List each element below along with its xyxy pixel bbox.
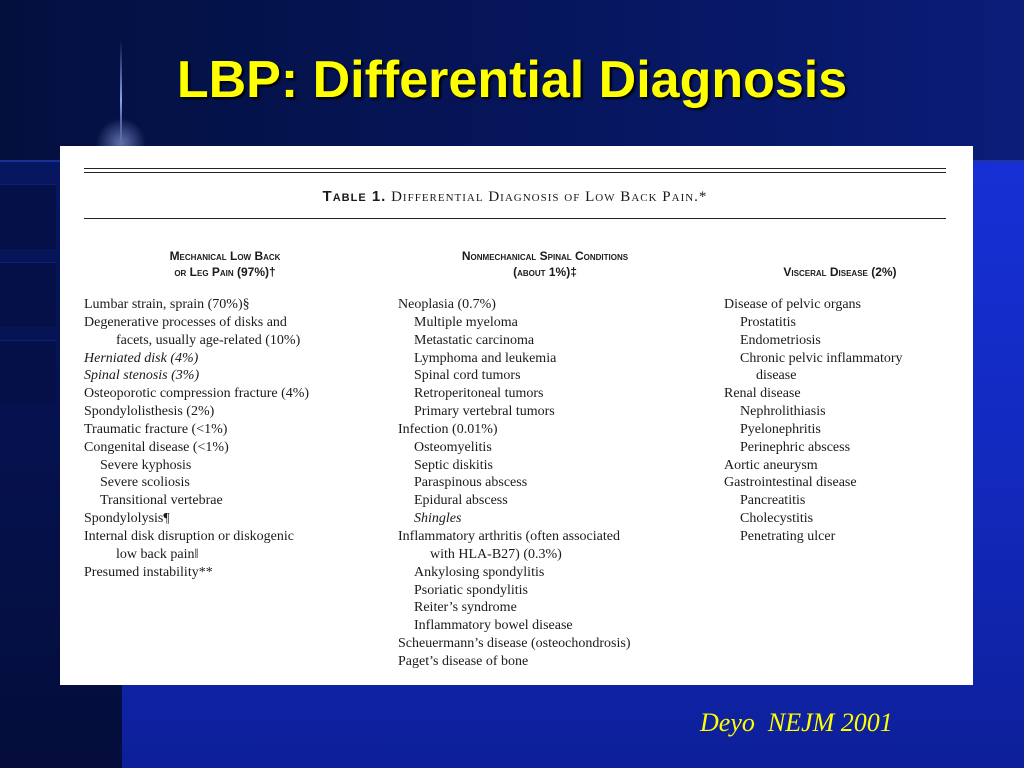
table-entry: Prostatitis [740,314,797,330]
table-entry: Gastrointestinal disease [724,475,857,491]
table-entry: Metastatic carcinoma [414,332,535,348]
table-entry: Perinephric abscess [740,439,851,455]
table-caption-rule [84,218,946,219]
table-entry: Congenital disease (<1%) [84,439,229,455]
table-entry: Pancreatitis [740,493,806,509]
slide-title: LBP: Differential Diagnosis [176,51,848,109]
table-entry: Osteoporotic compression fracture (4%) [84,386,310,402]
column-header-mechanical: Mechanical Low Back or Leg Pain (97%)† [169,249,281,279]
table-entry: Paget’s disease of bone [398,653,529,669]
table-entry: Herniated disk (4%) [84,350,199,366]
table-entry: Paraspinous abscess [414,475,528,491]
table-entry: Spondylolisthesis (2%) [84,404,215,420]
column-visceral-list [724,296,903,546]
table-entry: Lymphoma and leukemia [414,350,557,366]
column-header-visceral: Visceral Disease (2%) [783,265,897,279]
table-top-rule-inner [84,172,946,173]
table-entry: Ankylosing spondylitis [414,564,545,580]
table-entry: Spondylolysis¶ [84,511,170,527]
table-entry: Epidural abscess [414,493,508,509]
citation: Deyo NEJM 2001 [700,708,893,737]
table-caption-text: Differential Diagnosis of Low Back Pain.* [391,189,708,205]
decorative-block [0,262,56,327]
table-entry: Neoplasia (0.7%) [398,297,496,312]
table-entry: Endometriosis [740,332,821,348]
table-entry: Pyelonephritis [740,421,821,437]
table-entry: low back pain‖ [116,546,199,562]
table-entry: Infection (0.01%) [398,421,498,437]
table-entry: Disease of pelvic organs [724,297,861,312]
table-entry: Cholecystitis [740,511,814,527]
column-header-nonmechanical: Nonmechanical Spinal Conditions (about 1%)‡ [461,249,629,279]
table-entry: Penetrating ulcer [740,528,836,544]
column-nonmechanical-list [398,296,631,671]
table-entry: facets, usually age-related (10%) [116,332,301,348]
table-entry: Inflammatory bowel disease [414,618,573,634]
table-entry: Lumbar strain, sprain (70%)§ [84,297,250,312]
table-entry: Primary vertebral tumors [414,404,555,420]
table-caption-label: Table 1. [322,188,387,205]
table-entry: Nephrolithiasis [740,404,826,420]
table-entry: Renal disease [724,386,801,402]
table-entry: disease [756,368,797,384]
table-entry: Degenerative processes of disks and [84,314,287,330]
table-entry: Severe scoliosis [100,475,190,491]
table-entry: Presumed instability** [84,564,213,580]
column-mechanical-list [84,296,309,582]
table-entry: Severe kyphosis [100,457,192,473]
table-entry: Transitional vertebrae [100,493,223,509]
table-entry: Traumatic fracture (<1%) [84,421,228,437]
table-entry: Spinal cord tumors [414,368,521,384]
table-entry: Multiple myeloma [414,314,518,330]
table-entry: Spinal stenosis (3%) [84,368,200,384]
table-entry: Psoriatic spondylitis [414,582,528,598]
table-entry: Reiter’s syndrome [414,600,517,616]
table-caption [84,188,946,206]
table-entry: Shingles [414,511,462,527]
table-entry: Internal disk disruption or diskogenic [84,528,294,544]
table-entry: Osteomyelitis [414,439,492,455]
table-entry: Aortic aneurysm [724,457,818,473]
table-entry: Septic diskitis [414,457,493,473]
table-entry: Retroperitoneal tumors [414,386,544,402]
table-image-panel [60,146,973,685]
table-entry: Chronic pelvic inflammatory [740,350,903,366]
table-entry: Inflammatory arthritis (often associated [398,528,620,544]
decorative-block [0,184,56,249]
decorative-block [0,340,56,405]
table-top-rule [84,168,946,169]
table-entry: Scheuermann’s disease (osteochondrosis) [398,636,631,652]
table-entry: with HLA-B27) (0.3%) [430,546,562,562]
